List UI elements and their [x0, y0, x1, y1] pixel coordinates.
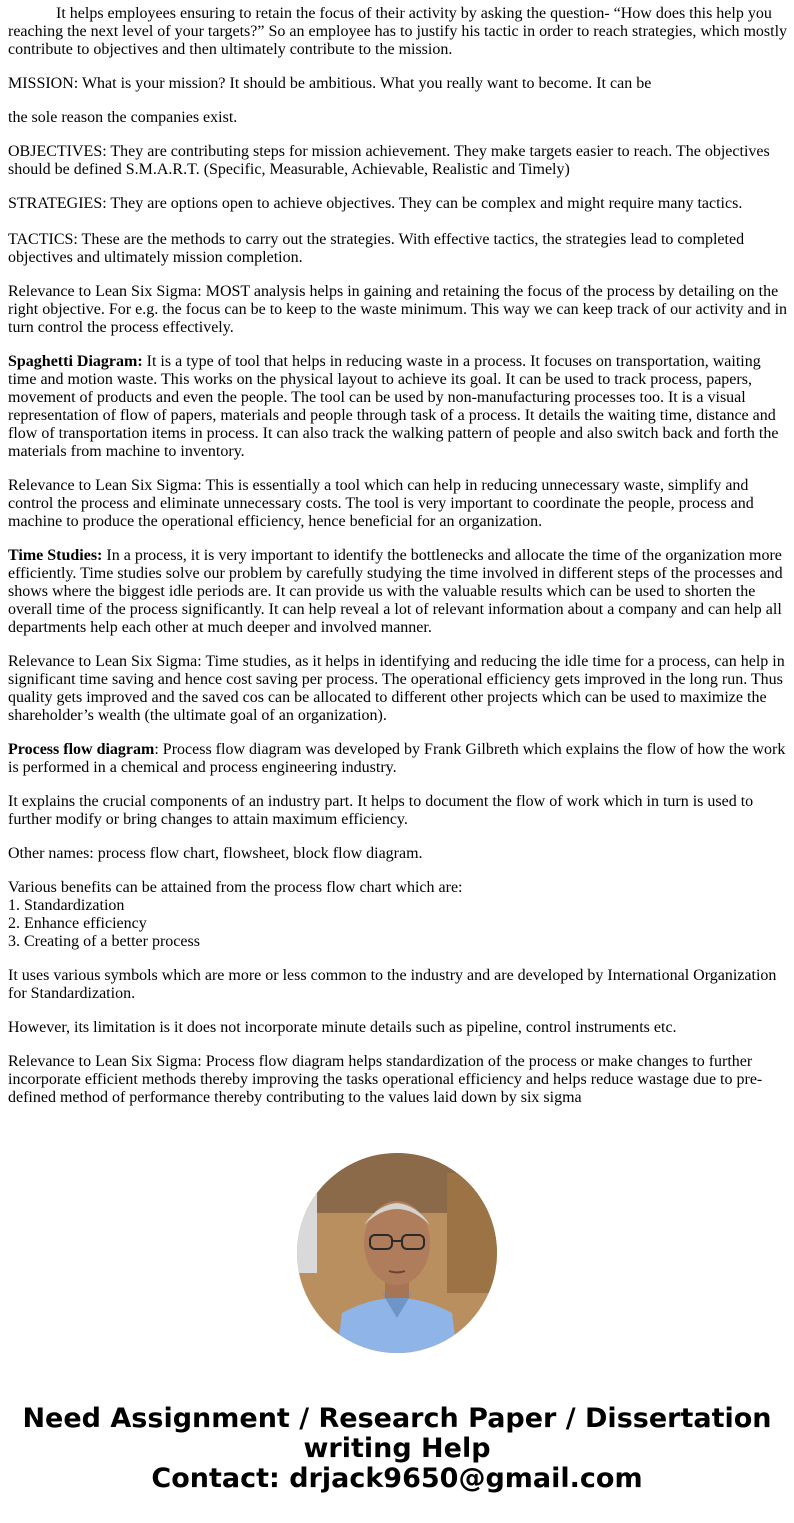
paragraph-objectives: OBJECTIVES: They are contributing steps for mission achievement. They make targets easier to reach. The objectives should be defined S.M.A.R.T. (Specific, Measurable, Achievable, Realistic and Timely) [8, 143, 770, 178]
contact-banner [0, 1404, 794, 1494]
paragraph-spaghetti-diagram [8, 353, 788, 461]
time-studies-text: In a process, it is very important to identify the bottlenecks and allocate the time of the organization more efficiently. Time studies solve our problem by carefully studying the time involved in different steps of the processes and shows where the biggest idle periods are. It can provide us with the valuable results which can be used to shorten the overall time of the process significantly. It can help reveal a lot of relevant information about a company and can help all departments help each other at much deeper and involved manner. [8, 547, 783, 636]
benefit-item: 3. Creating of a better process [8, 933, 200, 950]
process-flow-diagram-text: : Process flow diagram was developed by Frank Gilbreth which explains the flow of how the work is performed in a chemical and process engineering industry. [8, 741, 786, 776]
benefits-intro: Various benefits can be attained from the process flow chart which are: [8, 879, 463, 896]
paragraph-limitation: However, its limitation is it does not incorporate minute details such as pipeline, control instruments etc. [8, 1019, 677, 1036]
author-photo [297, 1153, 497, 1353]
banner-line-2: writing Help [303, 1433, 491, 1464]
spaghetti-diagram-text: It is a type of tool that helps in reducing waste in a process. It focuses on transportation, waiting time and motion waste. This works on the physical layout to achieve its goal. It can be used to track process, papers, movement of products and even the people. The tool can be used by non-manufacturing processes too. It is a visual representation of flow of papers, materials and people through task of a process. It details the waiting time, distance and flow of transportation items in process. It can also track the walking pattern of people and also switch back and forth the materials from machine to inventory. [8, 353, 779, 460]
paragraph-process-flow-diagram [8, 741, 788, 777]
paragraph-symbols: It uses various symbols which are more or less common to the industry and are developed by International Organization for Standardization. [8, 967, 777, 1002]
banner-line-1: Need Assignment / Research Paper / Dissertation [22, 1403, 772, 1434]
paragraph-benefits [8, 879, 788, 951]
paragraph-strategies: STRATEGIES: They are options open to achieve objectives. They can be complex and might require many tactics. [8, 195, 743, 212]
heading-time-studies: Time Studies: [8, 547, 103, 564]
paragraph-most-relevance: Relevance to Lean Six Sigma: MOST analysis helps in gaining and retaining the focus of the process by detailing on the right objective. For e.g. the focus can be to keep to the waste minimum. This way we can keep track of our activity and in turn control the process effectively. [8, 283, 788, 336]
heading-process-flow-diagram: Process flow diagram [8, 741, 155, 758]
paragraph-mission-continued: the sole reason the companies exist. [8, 109, 238, 126]
paragraph-mission: MISSION: What is your mission? It should be ambitious. What you really want to become. It can be [8, 75, 652, 92]
paragraph-time-studies-relevance: Relevance to Lean Six Sigma: Time studies, as it helps in identifying and reducing the idle time for a process, can help in significant time saving and hence cost saving per process. The operational efficiency gets improved in the long run. Thus quality gets improved and the saved cos can be allocated to different other projects which can be used to maximize the shareholder’s wealth (the ultimate goal of an organization). [8, 653, 785, 724]
paragraph-process-flow-relevance: Relevance to Lean Six Sigma: Process flow diagram helps standardization of the process or make changes to further incorporate efficient methods thereby improving the tasks operational efficiency and helps reduce wastage due to pre-defined method of performance thereby contributing to the values laid down by six sigma [8, 1053, 763, 1106]
heading-spaghetti-diagram: Spaghetti Diagram: [8, 353, 143, 370]
paragraph-spaghetti-relevance: Relevance to Lean Six Sigma: This is essentially a tool which can help in reducing unnecessary waste, simplify and control the process and eliminate unnecessary costs. The tool is very important to coordinate the people, process and machine to produce the operational efficiency, hence beneficial for an organization. [8, 477, 754, 530]
banner-contact-email: Contact: drjack9650@gmail.com [151, 1463, 643, 1494]
paragraph-focus-question: It helps employees ensuring to retain the focus of their activity by asking the question- “How does this help you reaching the next level of your targets?” So an employee has to justify his tactic in order to reach strategies, which mostly contribute to objectives and then ultimately contribute to the mission. [8, 5, 788, 58]
paragraph-crucial-components: It explains the crucial components of an industry part. It helps to document the flow of work which in turn is used to further modify or bring changes to attain maximum efficiency. [8, 793, 754, 828]
paragraph-time-studies [8, 547, 788, 637]
paragraph-other-names: Other names: process flow chart, flowsheet, block flow diagram. [8, 845, 423, 862]
paragraph-tactics: TACTICS: These are the methods to carry out the strategies. With effective tactics, the strategies lead to completed objectives and ultimately mission completion. [8, 231, 745, 266]
author-portrait-image [297, 1153, 497, 1353]
benefit-item: 1. Standardization [8, 897, 125, 914]
benefit-item: 2. Enhance efficiency [8, 915, 147, 932]
document-body [8, 5, 788, 1123]
